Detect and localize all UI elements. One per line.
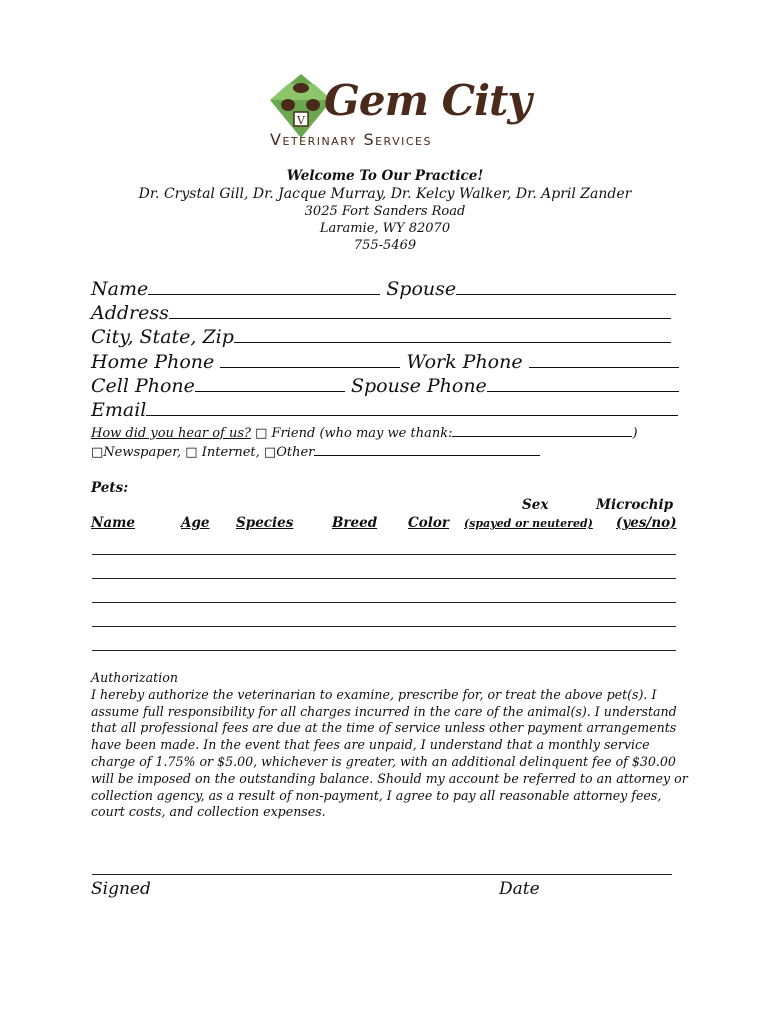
work-phone-label: Work Phone: [406, 351, 523, 373]
city-state-zip-label: City, State, Zip: [91, 326, 234, 348]
col-color: Color: [408, 515, 449, 531]
email-field[interactable]: [146, 397, 678, 416]
close-paren: ): [632, 426, 638, 441]
logo: [262, 70, 531, 155]
pet-row-line-1[interactable]: [92, 554, 676, 555]
cell-phone-label: Cell Phone: [91, 375, 195, 397]
friend-name-field[interactable]: [452, 424, 632, 437]
pet-row-line-3[interactable]: [92, 602, 676, 603]
doctors-line: Dr. Crystal Gill, Dr. Jacque Murray, Dr. Kelcy Walker, Dr. April Zander: [138, 186, 632, 202]
row-name-spouse: [91, 276, 676, 301]
city-state-zip-field[interactable]: [234, 324, 671, 343]
col-breed: Breed: [332, 515, 378, 531]
pets-label: Pets:: [91, 480, 129, 496]
col-sex-note: (spayed or neutered): [464, 517, 593, 530]
practice-phone: 755-5469: [353, 238, 417, 253]
authorization-title: Authorization: [91, 670, 178, 685]
pet-row-line-5[interactable]: [92, 650, 676, 651]
email-label: Email: [91, 399, 147, 421]
pet-row-line-2[interactable]: [92, 578, 676, 579]
row-city: [91, 324, 671, 349]
spouse-label: Spouse: [386, 278, 457, 300]
cell-phone-field[interactable]: [195, 373, 345, 392]
date-label: Date: [499, 879, 540, 899]
microchip-header: Microchip: [596, 497, 674, 513]
row-email: [91, 397, 678, 422]
street-address: 3025 Fort Sanders Road: [304, 204, 466, 219]
other-field[interactable]: [314, 443, 540, 456]
col-species: Species: [236, 515, 294, 531]
city-address: Laramie, WY 82070: [319, 221, 451, 236]
other-checkbox[interactable]: □Other: [263, 445, 315, 460]
home-phone-label: Home Phone: [91, 351, 215, 373]
authorization-body: I hereby authorize the veterinarian to examine, prescribe for, or treat the above pet(s). I assume full responsibility for all charges incurred in the care of the animal(s). I understand that all professional fees are due at the time of service unless other payment arrangements have been made. In the event that fees are unpaid, I understand that a monthly service charge of 1.75% or $5.00, whichever is greater, with an additional delinquent fee of $30.00 will be imposed on the outstanding balance. Should my account be referred to an attorney or collection agency, as a result of non-payment, I agree to pay all reasonable attorney fees, court costs, and collection expenses.: [91, 686, 688, 820]
signed-label: Signed: [91, 879, 151, 899]
spouse-field[interactable]: [456, 276, 676, 295]
logo-name: Gem City: [324, 76, 531, 125]
col-name: Name: [91, 515, 135, 531]
col-microchip-note: (yes/no): [616, 515, 677, 531]
friend-checkbox[interactable]: □ Friend (who may we thank:: [255, 426, 453, 441]
row-phones: [91, 349, 679, 374]
spouse-phone-field[interactable]: [487, 373, 679, 392]
name-label: Name: [91, 278, 149, 300]
authorization-section: [91, 670, 691, 821]
home-phone-field[interactable]: [220, 349, 400, 368]
row-address: [91, 300, 671, 325]
spouse-phone-label: Spouse Phone: [350, 375, 487, 397]
address-label: Address: [91, 302, 169, 324]
col-age: Age: [181, 515, 210, 531]
referral-row-1: [91, 424, 638, 441]
pet-row-line-4[interactable]: [92, 626, 676, 627]
address-field[interactable]: [169, 300, 671, 319]
work-phone-field[interactable]: [529, 349, 679, 368]
svg-text:V: V: [297, 114, 305, 127]
welcome-heading: Welcome To Our Practice!: [286, 168, 484, 184]
referral-question: How did you hear of us?: [91, 426, 251, 441]
referral-row-2: [91, 443, 540, 460]
newspaper-checkbox[interactable]: □Newspaper,: [91, 445, 182, 460]
sex-header: Sex: [522, 497, 549, 513]
logo-subtitle: Veterinary Services: [270, 130, 432, 149]
row-cell: [91, 373, 679, 398]
signature-line[interactable]: [92, 874, 672, 875]
name-field[interactable]: [148, 276, 380, 295]
internet-checkbox[interactable]: □ Internet,: [185, 445, 260, 460]
